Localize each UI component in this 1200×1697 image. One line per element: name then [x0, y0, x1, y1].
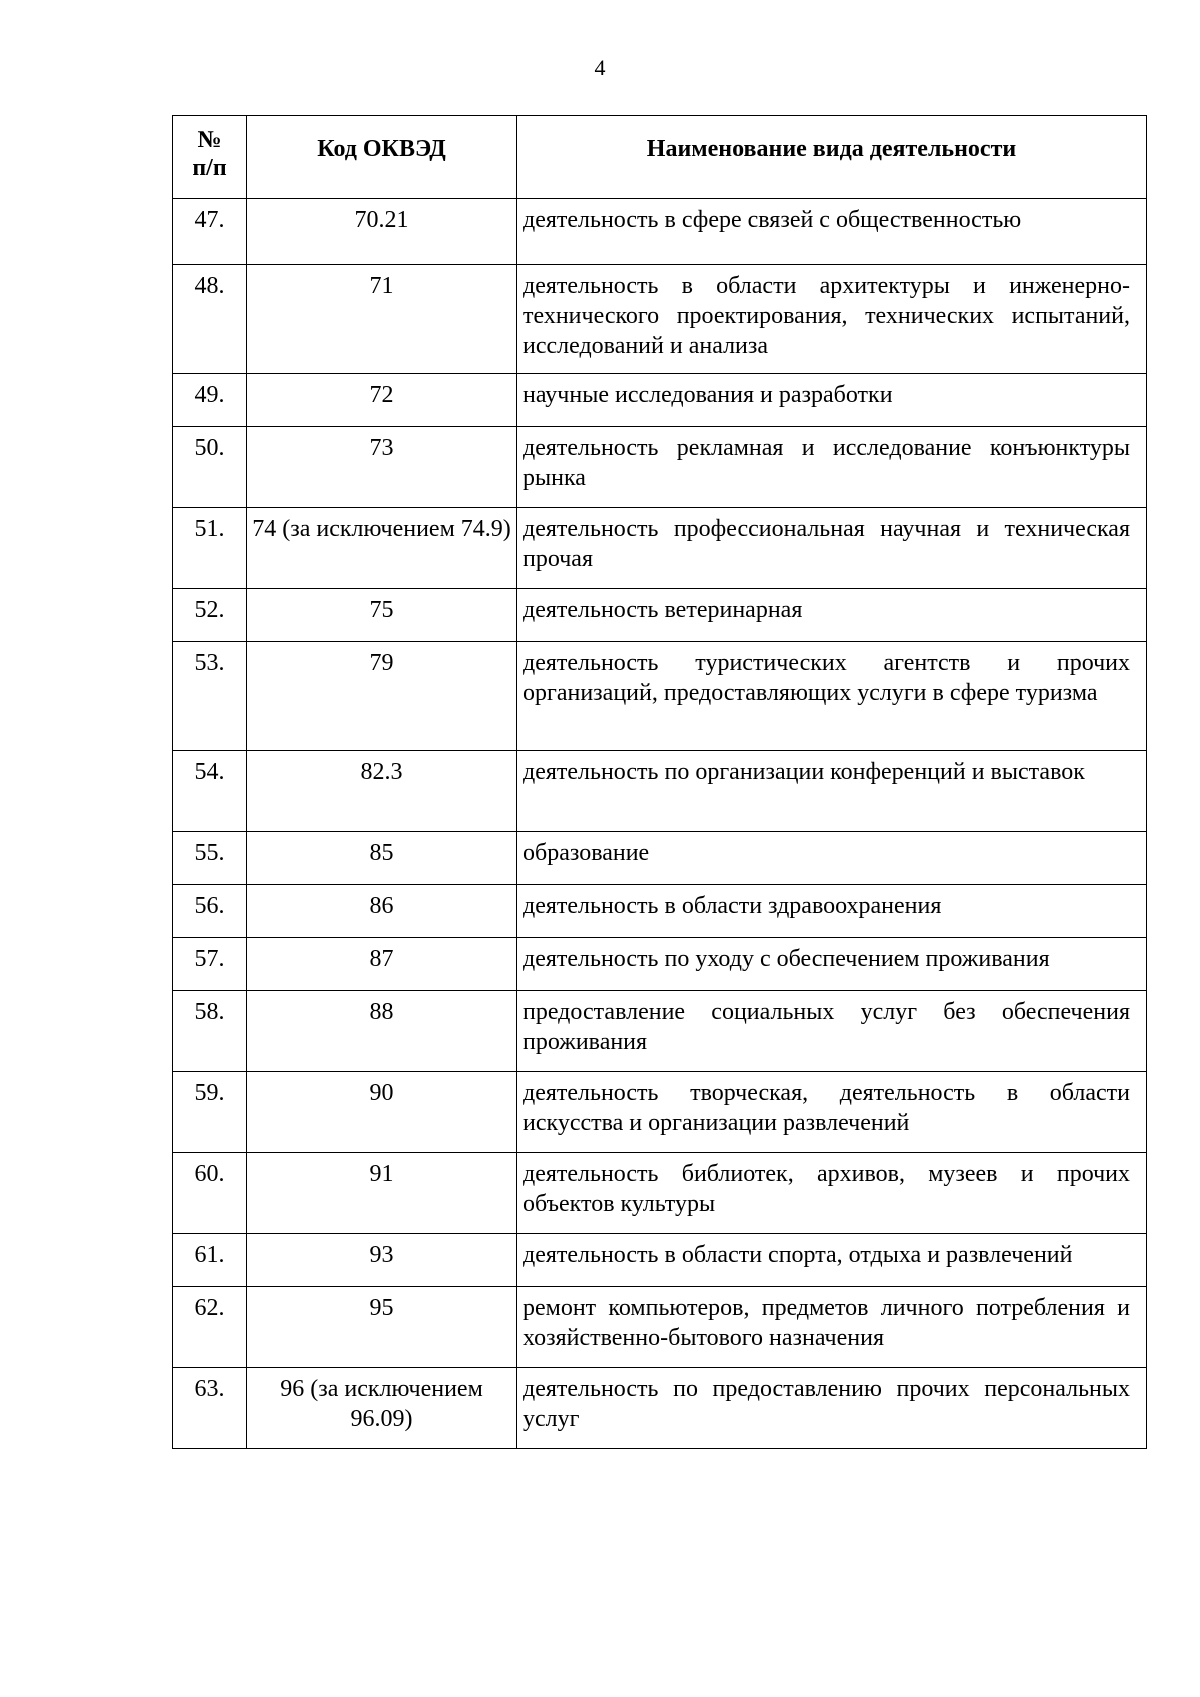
row-okved-code: 73 [247, 427, 517, 508]
table-row [173, 642, 1147, 751]
row-okved-code: 88 [247, 991, 517, 1072]
row-okved-code: 85 [247, 832, 517, 885]
row-activity-name: деятельность профессиональная научная и техническая прочая [517, 508, 1147, 589]
row-number: 56. [173, 885, 247, 938]
row-okved-code: 70.21 [247, 199, 517, 265]
table-row [173, 1287, 1147, 1368]
row-number: 59. [173, 1072, 247, 1153]
table-row [173, 1234, 1147, 1287]
row-activity-name: деятельность туристических агентств и прочих организаций, предоставляющих услуги в сфере туризма [517, 642, 1147, 751]
row-activity-name: деятельность в области архитектуры и инженерно-технического проектирования, технических испытаний, исследований и анализа [517, 265, 1147, 374]
table-row [173, 427, 1147, 508]
table-row [173, 374, 1147, 427]
table-row [173, 832, 1147, 885]
table-row [173, 1368, 1147, 1449]
row-activity-name: деятельность творческая, деятельность в области искусства и организации развлечений [517, 1072, 1147, 1153]
row-activity-name: деятельность по организации конференций и выставок [517, 751, 1147, 832]
row-number: 57. [173, 938, 247, 991]
row-activity-name: предоставление социальных услуг без обеспечения проживания [517, 991, 1147, 1072]
table-row [173, 1153, 1147, 1234]
header-number-line2: п/п [192, 155, 227, 181]
row-activity-name: деятельность по уходу с обеспечением проживания [517, 938, 1147, 991]
row-activity-name: научные исследования и разработки [517, 374, 1147, 427]
row-okved-code: 86 [247, 885, 517, 938]
row-okved-code: 93 [247, 1234, 517, 1287]
okved-table [172, 115, 1147, 1449]
table-row [173, 508, 1147, 589]
row-number: 51. [173, 508, 247, 589]
row-okved-code: 87 [247, 938, 517, 991]
row-okved-code: 90 [247, 1072, 517, 1153]
row-number: 47. [173, 199, 247, 265]
row-number: 49. [173, 374, 247, 427]
table-row [173, 991, 1147, 1072]
row-okved-code: 74 (за исключением 74.9) [247, 508, 517, 589]
row-okved-code: 95 [247, 1287, 517, 1368]
row-number: 61. [173, 1234, 247, 1287]
table-row [173, 589, 1147, 642]
row-okved-code: 75 [247, 589, 517, 642]
header-code: Код ОКВЭД [247, 116, 517, 199]
row-activity-name: ремонт компьютеров, предметов личного потребления и хозяйственно-бытового назначения [517, 1287, 1147, 1368]
row-number: 60. [173, 1153, 247, 1234]
row-activity-name: деятельность ветеринарная [517, 589, 1147, 642]
table-row [173, 938, 1147, 991]
row-activity-name: деятельность рекламная и исследование конъюнктуры рынка [517, 427, 1147, 508]
table-row [173, 885, 1147, 938]
table-row [173, 265, 1147, 374]
header-name: Наименование вида деятельности [517, 116, 1147, 199]
row-number: 58. [173, 991, 247, 1072]
row-number: 62. [173, 1287, 247, 1368]
row-activity-name: деятельность библиотек, архивов, музеев и прочих объектов культуры [517, 1153, 1147, 1234]
row-number: 50. [173, 427, 247, 508]
row-activity-name: образование [517, 832, 1147, 885]
row-activity-name: деятельность в области здравоохранения [517, 885, 1147, 938]
row-okved-code: 96 (за исключением 96.09) [247, 1368, 517, 1449]
row-okved-code: 71 [247, 265, 517, 374]
table-row [173, 1072, 1147, 1153]
row-activity-name: деятельность в области спорта, отдыха и развлечений [517, 1234, 1147, 1287]
table-row [173, 199, 1147, 265]
row-number: 55. [173, 832, 247, 885]
header-number [173, 116, 247, 199]
row-activity-name: деятельность в сфере связей с общественностью [517, 199, 1147, 265]
header-number-line1: № [197, 127, 222, 153]
row-number: 54. [173, 751, 247, 832]
table-row [173, 751, 1147, 832]
row-number: 52. [173, 589, 247, 642]
row-okved-code: 72 [247, 374, 517, 427]
row-okved-code: 79 [247, 642, 517, 751]
row-okved-code: 91 [247, 1153, 517, 1234]
row-number: 63. [173, 1368, 247, 1449]
row-number: 48. [173, 265, 247, 374]
row-activity-name: деятельность по предоставлению прочих персональных услуг [517, 1368, 1147, 1449]
page-number: 4 [594, 55, 606, 80]
row-okved-code: 82.3 [247, 751, 517, 832]
row-number: 53. [173, 642, 247, 751]
table-header-row [173, 116, 1147, 199]
